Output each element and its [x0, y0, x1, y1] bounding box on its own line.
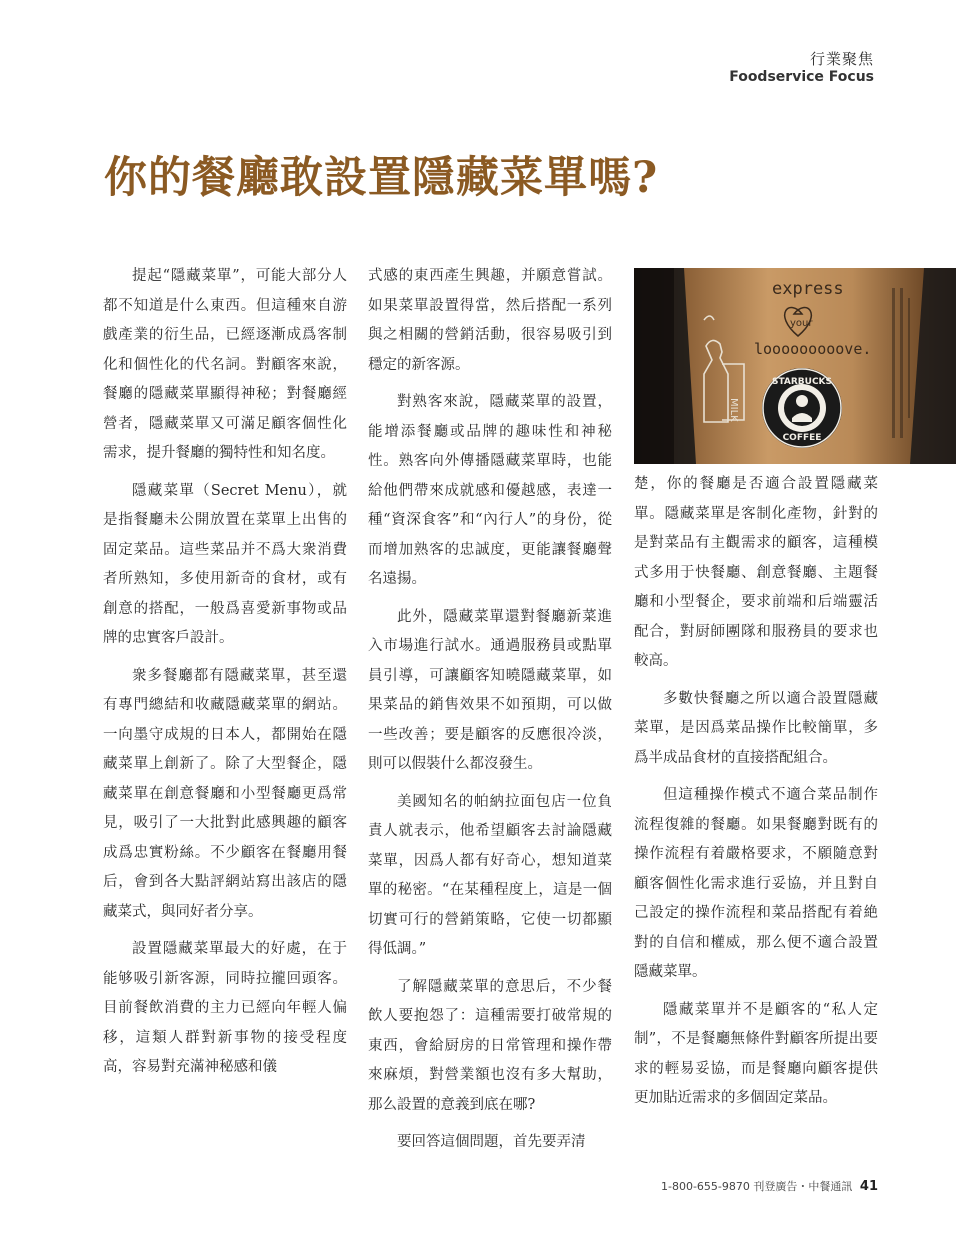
paragraph: 美國知名的帕納拉面包店一位負責人就表示，他希望顧客去討論隱藏菜單，因爲人都有好奇心，想知道菜單的秘密。“在某種程度上，這是一個切實可行的營銷策略，它使一切都顯得低調。” — [368, 793, 612, 957]
cup-text-express: express — [772, 279, 844, 299]
page-number: 41 — [859, 1179, 878, 1194]
cup-text-love: looooooooove. — [754, 340, 872, 358]
column-1 — [103, 262, 347, 1091]
logo-bottom-text: COFFEE — [782, 433, 822, 443]
paragraph: 提起“隱藏菜單”，可能大部分人都不知道是什么東西。但這種來自游戲產業的衍生品，已經逐漸成爲客制化和個性化的代名詞。對顧客來說，餐廳的隱藏菜單顯得神秘；對餐廳經營者，隱藏菜單又可滿足顧客個性化需求，提升餐廳的獨特性和知名度。 — [103, 268, 347, 461]
logo-top-text: STARBUCKS — [771, 377, 833, 387]
paragraph-continued: 式感的東西產生興趣，并願意嘗試。如果菜單設置得當，然后搭配一系列與之相關的營銷活動，很容易吸引到穩定的新客源。 — [368, 268, 612, 373]
footer-phone: 1-800-655-9870 — [661, 1180, 750, 1193]
paragraph: 但這種操作模式不適合菜品制作流程復雜的餐廳。如果餐廳對既有的操作流程有着嚴格要求，不願隨意對顧客個性化需求進行妥協，并且對自己設定的操作流程和菜品搭配有着絶對的自信和權威，那么便不適合設置隱藏菜單。 — [634, 787, 878, 980]
paragraph: 多數快餐廳之所以適合設置隱藏菜單，是因爲菜品操作比較簡單，多爲半成品食材的直接搭配組合。 — [634, 690, 878, 766]
page-footer — [661, 1178, 878, 1194]
footer-publication: 刊登廣告・中餐通訊 — [753, 1180, 853, 1193]
paragraph: 隱藏菜單（Secret Menu），就是指餐廳未公開放置在菜單上出售的固定菜品。這些菜品并不爲大衆消費者所熟知，多使用新奇的食材，或有創意的搭配，一般爲喜愛新事物或品牌的忠實客戶設計。 — [103, 482, 347, 646]
section-label — [729, 50, 874, 86]
paragraph: 要回答這個問題，首先要弄清 — [397, 1134, 586, 1150]
paragraph: 此外，隱藏菜單還對餐廳新菜進入市場進行試水。通過服務員或點單員引導，可讓顧客知曉隱藏菜單，如果菜品的銷售效果不如預期，可以做一些改善；要是顧客的反應很冷淡，則可以假裝什么都沒發生。 — [368, 608, 612, 772]
coffee-cup-photo — [634, 268, 956, 464]
article-title: 你的餐廳敢設置隱藏菜單嗎? — [104, 153, 659, 203]
paragraph-continued: 楚，你的餐廳是否適合設置隱藏菜單。隱藏菜單是客制化產物，針對的是對菜品有主觀需求的顧客，這種模式多用于快餐廳、創意餐廳、主題餐廳和小型餐企，要求前端和后端靈活配合，對厨師團隊和服務員的要求也較高。 — [634, 476, 878, 669]
section-label-zh: 行業聚焦 — [809, 50, 874, 68]
paragraph: 設置隱藏菜單最大的好處，在于能够吸引新客源，同時拉攏回頭客。目前餐飲消費的主力已經向年輕人偏移，這類人群對新事物的接受程度高，容易對充滿神秘感和儀 — [103, 941, 347, 1075]
heart-text: your — [790, 318, 813, 329]
section-label-en: Foodservice Focus — [729, 69, 874, 85]
column-2 — [368, 262, 612, 1166]
column-3 — [634, 470, 878, 1122]
paragraph: 隱藏菜單并不是顧客的“私人定制”，不是餐廳無條件對顧客所提出要求的輕易妥協，而是餐廳向顧客提供更加貼近需求的多個固定菜品。 — [634, 1001, 878, 1106]
milk-label: MILK — [728, 398, 739, 422]
paragraph: 了解隱藏菜單的意思后，不少餐飲人要抱怨了：這種需要打破常規的東西，會給厨房的日常管理和操作帶來麻煩，對營業額也沒有多大幫助，那么設置的意義到底在哪? — [368, 978, 612, 1113]
paragraph: 對熟客來說，隱藏菜單的設置，能增添餐廳或品牌的趣味性和神秘性。熟客向外傳播隱藏菜單時，也能給他們帶來成就感和優越感，表達一種“資深食客”和“內行人”的身份，從而增加熟客的忠誠度，更能讓餐廳聲名遠揚。 — [368, 394, 612, 587]
paragraph: 衆多餐廳都有隱藏菜單，甚至還有專門總結和收藏隱藏菜單的網站。一向墨守成規的日本人，都開始在隱藏菜單上創新了。除了大型餐企，隱藏菜單在創意餐廳和小型餐廳更爲常見，吸引了一大批對此感興趣的顧客成爲忠實粉絲。不少顧客在餐廳用餐后，會到各大點評網站寫出該店的隱藏菜式，與同好者分享。 — [103, 667, 347, 920]
